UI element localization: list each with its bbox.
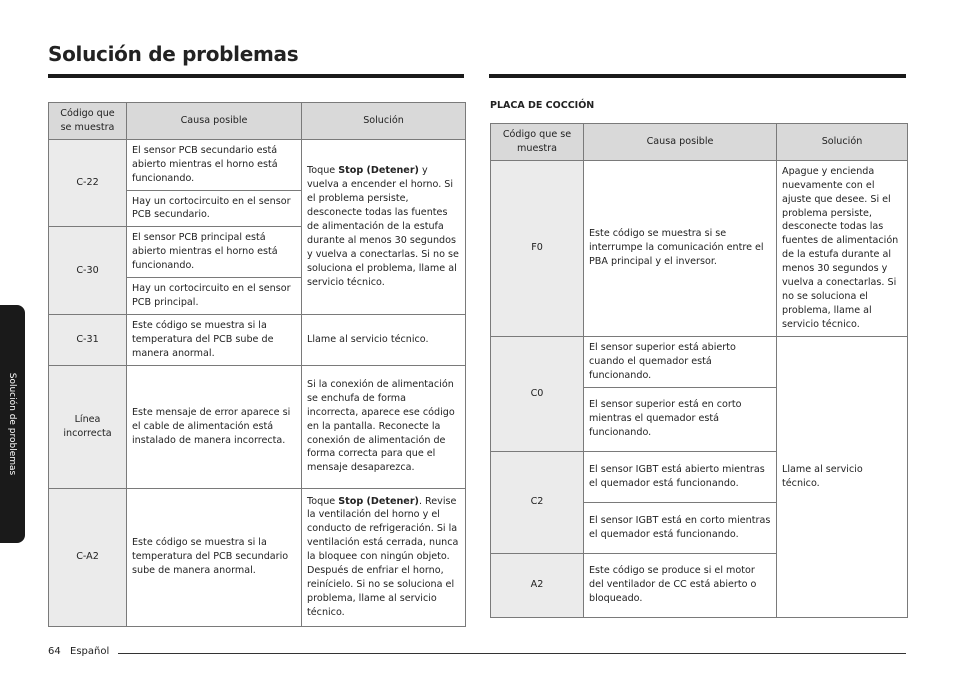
cause-c2-1: El sensor IGBT está abierto mientras el quemador está funcionando. (584, 451, 777, 502)
header-cause: Causa posible (127, 103, 302, 140)
cooktop-error-table (490, 123, 908, 618)
code-c31: C-31 (49, 314, 127, 365)
cause-c30-2: Hay un cortocircuito en el sensor PCB principal. (127, 278, 302, 315)
page-number: 64 (48, 646, 61, 657)
footer-rule (118, 653, 906, 654)
cause-c22-1: El sensor PCB secundario está abierto mientras el horno está funcionando. (127, 139, 302, 190)
header-cause: Causa posible (584, 124, 777, 161)
code-c2: C2 (491, 451, 584, 553)
side-tab-label: Solución de problemas (7, 372, 17, 476)
cause-c31: Este código se muestra si la temperatura del PCB sube de manera anormal. (127, 314, 302, 365)
code-f0: F0 (491, 160, 584, 336)
cause-c2-2: El sensor IGBT está en corto mientras el quemador está funcionando. (584, 502, 777, 553)
cause-f0: Este código se muestra si se interrumpe la comunicación entre el PBA principal y el inversor. (584, 160, 777, 336)
code-c30: C-30 (49, 227, 127, 315)
cause-a2: Este código se produce si el motor del ventilador de CC está abierto o bloqueado. (584, 553, 777, 617)
code-a2: A2 (491, 553, 584, 617)
header-code: Código que se muestra (49, 103, 127, 140)
solution-c22-c30: Toque Stop (Detener) y vuelva a encender el horno. Si el problema persiste, desconecte todas las fuentes de alimentación de la estufa durante al menos 30 segundos y vuelva a conectarlas. Si no se soluciona el problema, llame al servicio técnico. (302, 139, 466, 314)
title-rule-left (48, 74, 464, 78)
code-ca2: C-A2 (49, 488, 127, 626)
oven-error-table (48, 102, 466, 627)
cause-linea: Este mensaje de error aparece si el cable de alimentación está instalado de manera incorrecta. (127, 365, 302, 488)
cause-c22-2: Hay un cortocircuito en el sensor PCB secundario. (127, 190, 302, 227)
header-solution: Solución (302, 103, 466, 140)
solution-ca2: Toque Stop (Detener). Revise la ventilación del horno y el conducto de refrigeración. Si la ventilación está cerrada, nunca la bloquee con ningún objeto. Después de enfriar el horno, reinícielo. Si no se soluciona el problema, llame al servicio técnico. (302, 488, 466, 626)
solution-shared: Llame al servicio técnico. (777, 336, 908, 617)
solution-c31: Llame al servicio técnico. (302, 314, 466, 365)
header-code: Código que se muestra (491, 124, 584, 161)
cause-c0-2: El sensor superior está en corto mientras el quemador está funcionando. (584, 387, 777, 451)
cause-ca2: Este código se muestra si la temperatura del PCB secundario sube de manera anormal. (127, 488, 302, 626)
header-solution: Solución (777, 124, 908, 161)
cause-c0-1: El sensor superior está abierto cuando el quemador está funcionando. (584, 336, 777, 387)
side-section-tab (0, 305, 25, 543)
code-c0: C0 (491, 336, 584, 451)
page-title: Solución de problemas (48, 42, 299, 66)
solution-f0: Apague y encienda nuevamente con el ajuste que desee. Si el problema persiste, desconecte todas las fuentes de alimentación de la estufa durante al menos 30 segundos y vuelva a conectarlas. Si no se soluciona el problema, llame al servicio técnico. (777, 160, 908, 336)
code-linea: Línea incorrecta (49, 365, 127, 488)
section-label-cooktop: PLACA DE COCCIÓN (490, 100, 595, 111)
solution-linea: Si la conexión de alimentación se enchufa de forma incorrecta, aparece ese código en la pantalla. Reconecte la conexión de alimentación de forma correcta para que el mensaje desaparezca. (302, 365, 466, 488)
footer-language: Español (70, 646, 110, 657)
cause-c30-1: El sensor PCB principal está abierto mientras el horno está funcionando. (127, 227, 302, 278)
title-rule-right (489, 74, 906, 78)
code-c22: C-22 (49, 139, 127, 227)
